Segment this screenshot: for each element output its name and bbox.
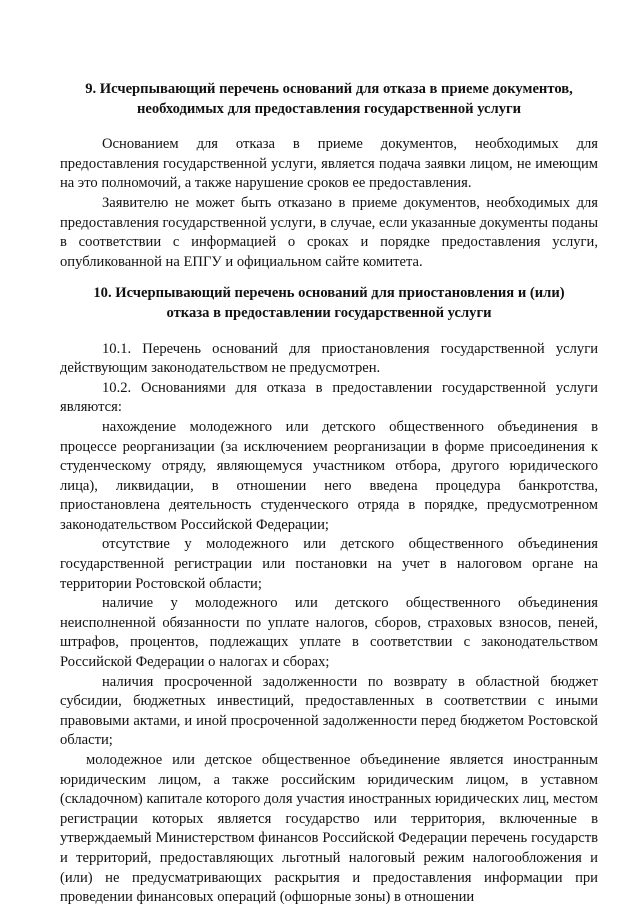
section-10-paragraph-7: молодежное или детское общественное объединение является иностранным юридическим лицом, а также российским юридическим лицом, в уставном (складочном) капитале которого доля участия иностранных юридических лиц, местом регистрации которых является государство или территория, включенные в утверждаемый Министерством финансов Российской Федерации перечень государств и территорий, предоставляющих льготный налоговый режим налогообложения и (или) не предусматривающих раскрытия и предоставления информации при проведении финансовых операций (офшорные зоны) в отношении bbox=[60, 752, 598, 906]
section-10-paragraph-4: отсутствие у молодежного или детского общественного объединения государственной регистрации или постановки на учет в налоговом органе на территории Ростовской области; bbox=[60, 536, 598, 592]
section-9-heading bbox=[60, 80, 598, 119]
section-10-heading bbox=[60, 284, 598, 323]
section-10-paragraph-2: 10.2. Основаниями для отказа в предоставлении государственной услуги являются: bbox=[60, 379, 598, 416]
section-9-heading-line-1: 9. Исчерпывающий перечень оснований для отказа в приеме документов, bbox=[85, 81, 573, 97]
section-10-paragraph-1: 10.1. Перечень оснований для приостановления государственной услуги действующим законодательством не предусмотрен. bbox=[60, 340, 598, 377]
section-9-heading-line-2: необходимых для предоставления государственной услуги bbox=[136, 100, 522, 117]
section-10-paragraph-5: наличие у молодежного или детского общественного объединения неисполненной обязанности по уплате налогов, сборов, страховых взносов, пеней, штрафов, процентов, подлежащих уплате в соответствии с законодательством Российской Федерации о налогах и сборах; bbox=[60, 595, 598, 671]
section-9-paragraph-2: Заявителю не может быть отказано в приеме документов, необходимых для предоставления государственной услуги, в случае, если указанные документы поданы в соответствии с информацией о сроках и порядке предоставления услуги, опубликованной на ЕПГУ и официальном сайте комитета. bbox=[60, 194, 598, 270]
section-10-paragraph-6: наличия просроченной задолженности по возврату в областной бюджет субсидии, бюджетных инвестиций, предоставленных в соответствии с иными правовыми актами, и иной просроченной задолженности перед бюджетом Ростовской области; bbox=[60, 673, 598, 749]
section-10-heading-line-2: отказа в предоставлении государственной услуги bbox=[166, 304, 492, 321]
section-10-heading-line-1: 10. Исчерпывающий перечень оснований для приостановления и (или) bbox=[93, 285, 565, 302]
section-10-paragraph-3: нахождение молодежного или детского общественного объединения в процессе реорганизации (за исключением реорганизации в форме присоединения к студенческому отряду, являющемуся участником отбора, другого юридического лица), ликвидации, в отношении него введена процедура банкротства, приостановлена деятельность студенческого отряда в порядке, предусмотренном законодательством Российской Федерации; bbox=[60, 418, 598, 533]
section-9-paragraph-1: Основанием для отказа в приеме документов, необходимых для предоставления государственной услуги, является подача заявки лицом, не имеющим на это полномочий, а также нарушение сроков ее предоставления. bbox=[60, 136, 598, 192]
document-page bbox=[60, 80, 598, 908]
